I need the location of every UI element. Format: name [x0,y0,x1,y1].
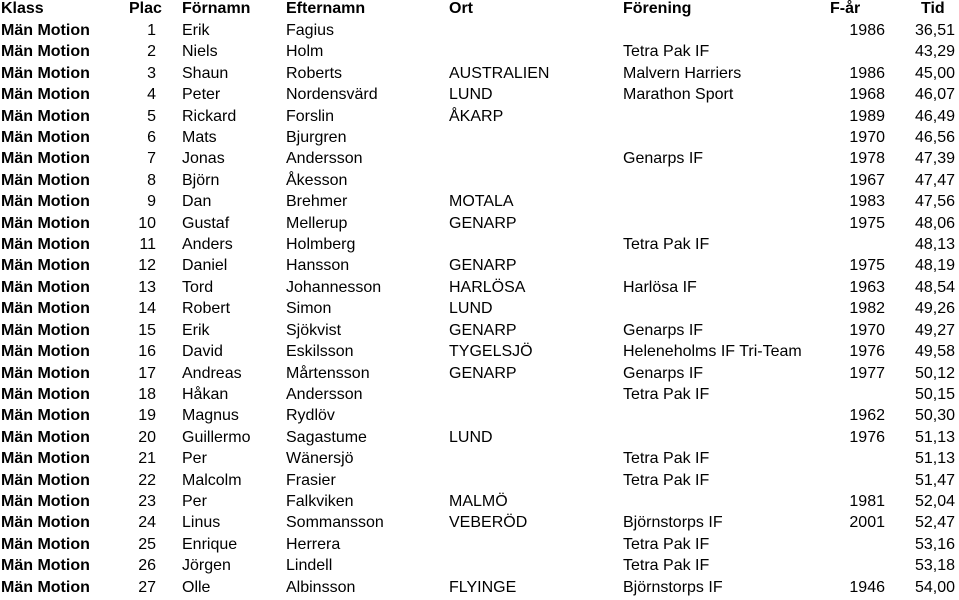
cell-plac: 22 [138,471,156,489]
cell-tid: 36,51 [914,22,955,39]
cell-klass: Män Motion [1,514,90,532]
cell-forening: Harlösa IF [623,278,697,296]
cell-ort [449,555,623,576]
cell-forening [623,491,825,512]
cell-tid: 53,16 [914,535,955,553]
cell-farr [825,234,895,255]
cell-forening [623,405,825,426]
cell-plac: 16 [138,343,156,361]
cell-forening: Björnstorps IF [623,578,723,596]
cell-plac: 12 [138,257,156,275]
cell-plac: 25 [138,535,156,553]
cell-klass: Män Motion [1,385,90,403]
cell-plac: 15 [138,321,156,339]
cell-forening: Björnstorps IF [623,514,723,532]
cell-ort: LUND [449,300,493,318]
header-klass: Klass [1,0,44,17]
cell-tid: 46,07 [914,86,955,104]
header-fornamn: Förnamn [182,0,251,17]
table-row [0,63,959,84]
cell-forening: Genarps IF [623,150,704,168]
cell-klass: Män Motion [1,150,90,168]
cell-ort: HARLÖSA [449,278,526,296]
cell-ort: GENARP [449,321,517,339]
cell-farr: 1983 [849,193,885,211]
cell-farr [825,448,895,469]
table-row [0,106,959,127]
cell-tid: 48,06 [914,214,955,232]
cell-plac: 5 [147,107,156,125]
cell-klass: Män Motion [1,64,90,82]
cell-ort: MOTALA [449,193,514,211]
table-row [0,255,959,276]
cell-fornamn: Per [182,492,207,510]
cell-ort: TYGELSJÖ [449,343,533,361]
table-row [0,448,959,469]
table-row [0,298,959,319]
cell-tid: 49,27 [914,321,955,339]
cell-fornamn: Niels [182,43,218,61]
cell-klass: Män Motion [1,492,90,510]
cell-efternamn: Sagastume [286,428,367,446]
cell-tid: 50,12 [914,364,955,382]
cell-efternamn: Andersson [286,150,363,168]
table-row [0,363,959,384]
cell-fornamn: Peter [182,86,221,104]
cell-tid: 54,00 [914,578,955,596]
cell-forening [623,255,825,276]
cell-klass: Män Motion [1,300,90,318]
header-forening: Förening [623,0,692,17]
cell-farr: 1975 [849,214,885,232]
cell-tid: 45,00 [914,64,955,82]
cell-farr: 1962 [849,407,885,425]
cell-efternamn: Falkviken [286,492,354,510]
cell-farr: 1978 [849,150,885,168]
cell-fornamn: Tord [182,278,214,296]
cell-fornamn: Per [182,450,207,468]
table-row [0,470,959,491]
table-row [0,213,959,234]
cell-plac: 21 [138,450,156,468]
cell-fornamn: Magnus [182,407,239,425]
cell-klass: Män Motion [1,193,90,211]
table-row [0,512,959,533]
cell-plac: 2 [147,43,156,61]
table-row [0,320,959,341]
header-efternamn: Efternamn [286,0,366,17]
cell-ort [449,448,623,469]
cell-forening: Tetra Pak IF [623,535,710,553]
cell-forening [623,298,825,319]
cell-plac: 11 [139,236,156,254]
cell-farr: 1986 [849,64,885,82]
cell-forening [623,127,825,148]
cell-efternamn: Brehmer [286,193,348,211]
cell-fornamn: Robert [182,300,231,318]
cell-klass: Män Motion [1,428,90,446]
cell-tid: 51,13 [914,450,955,468]
cell-fornamn: Mats [182,129,217,147]
cell-fornamn: Björn [182,171,220,189]
cell-ort [449,470,623,491]
cell-fornamn: Andreas [182,364,242,382]
cell-ort: VEBERÖD [449,514,528,532]
cell-forening [623,427,825,448]
cell-plac: 26 [138,557,156,575]
cell-ort [449,148,623,169]
cell-efternamn: Åkesson [286,171,348,189]
table-row [0,127,959,148]
cell-forening [623,213,825,234]
cell-forening: Tetra Pak IF [623,385,710,403]
cell-farr: 2001 [849,514,885,532]
cell-efternamn: Forslin [286,107,335,125]
cell-fornamn: Erik [182,22,210,39]
cell-tid: 52,47 [914,514,955,532]
cell-fornamn: Linus [182,514,221,532]
cell-efternamn: Andersson [286,385,363,403]
cell-farr: 1986 [849,22,885,39]
table-row [0,234,959,255]
cell-tid: 51,13 [914,428,955,446]
table-row [0,148,959,169]
cell-forening [623,106,825,127]
cell-klass: Män Motion [1,22,90,39]
cell-fornamn: Shaun [182,64,229,82]
cell-fornamn: Enrique [182,535,238,553]
cell-ort: MALMÖ [449,492,508,510]
cell-tid: 49,58 [914,343,955,361]
cell-tid: 46,49 [914,107,955,125]
cell-klass: Män Motion [1,257,90,275]
cell-forening: Malvern Harriers [623,64,742,82]
cell-fornamn: Jörgen [182,557,231,575]
cell-fornamn: Dan [182,193,212,211]
cell-efternamn: Hansson [286,257,350,275]
cell-tid: 47,39 [914,150,955,168]
cell-farr: 1970 [849,129,885,147]
cell-farr: 1976 [849,428,885,446]
cell-ort [449,20,623,41]
cell-ort: GENARP [449,257,517,275]
cell-farr [825,384,895,405]
table-row [0,405,959,426]
cell-tid: 51,47 [914,471,955,489]
cell-efternamn: Simon [286,300,332,318]
cell-efternamn: Holmberg [286,236,356,254]
cell-plac: 27 [138,578,156,596]
cell-forening: Tetra Pak IF [623,236,710,254]
cell-tid: 50,30 [914,407,955,425]
cell-tid: 50,15 [914,385,955,403]
cell-efternamn: Herrera [286,535,341,553]
cell-farr: 1982 [849,300,885,318]
cell-plac: 1 [147,22,156,39]
cell-klass: Män Motion [1,129,90,147]
cell-klass: Män Motion [1,278,90,296]
cell-fornamn: Jonas [182,150,225,168]
cell-efternamn: Holm [286,43,324,61]
cell-klass: Män Motion [1,321,90,339]
cell-fornamn: Anders [182,236,233,254]
cell-ort [449,170,623,191]
cell-plac: 18 [138,385,156,403]
header-ort: Ort [449,0,473,17]
cell-ort [449,234,623,255]
cell-ort [449,127,623,148]
header-tid: Tid [921,0,945,17]
cell-farr [825,470,895,491]
cell-klass: Män Motion [1,107,90,125]
cell-farr [825,41,895,62]
cell-fornamn: Gustaf [182,214,230,232]
header-row [0,0,959,20]
cell-farr [825,555,895,576]
cell-forening [623,20,825,41]
cell-forening [623,170,825,191]
cell-farr: 1976 [849,343,885,361]
cell-farr: 1989 [849,107,885,125]
cell-tid: 48,54 [914,278,955,296]
cell-forening: Tetra Pak IF [623,557,710,575]
cell-plac: 10 [138,214,156,232]
cell-klass: Män Motion [1,535,90,553]
cell-farr: 1970 [849,321,885,339]
table-row [0,491,959,512]
cell-ort: FLYINGE [449,578,517,596]
results-body [0,20,959,598]
cell-efternamn: Fagius [286,22,335,39]
cell-tid: 52,04 [914,492,955,510]
table-row [0,427,959,448]
table-row [0,170,959,191]
cell-efternamn: Mellerup [286,214,348,232]
cell-forening: Marathon Sport [623,86,734,104]
cell-farr: 1977 [849,364,885,382]
cell-fornamn: Daniel [182,257,228,275]
cell-ort: GENARP [449,364,517,382]
cell-efternamn: Bjurgren [286,129,347,147]
cell-klass: Män Motion [1,214,90,232]
cell-ort [449,384,623,405]
cell-efternamn: Sommansson [286,514,384,532]
cell-ort: ÅKARP [449,107,504,125]
cell-plac: 7 [147,150,156,168]
cell-plac: 14 [138,300,156,318]
cell-efternamn: Mårtensson [286,364,370,382]
cell-plac: 13 [138,278,156,296]
cell-farr: 1975 [849,257,885,275]
cell-efternamn: Johannesson [286,278,382,296]
cell-farr: 1967 [849,171,885,189]
table-row [0,577,959,598]
cell-tid: 53,18 [914,557,955,575]
cell-plac: 17 [138,364,156,382]
cell-tid: 46,56 [914,129,955,147]
cell-ort: LUND [449,428,493,446]
cell-plac: 24 [138,514,156,532]
cell-tid: 49,26 [914,300,955,318]
cell-farr: 1963 [849,278,885,296]
cell-klass: Män Motion [1,471,90,489]
cell-efternamn: Frasier [286,471,336,489]
cell-ort: AUSTRALIEN [449,64,550,82]
cell-forening: Tetra Pak IF [623,43,710,61]
cell-fornamn: Rickard [182,107,237,125]
cell-klass: Män Motion [1,171,90,189]
cell-ort: GENARP [449,214,517,232]
cell-plac: 19 [138,407,156,425]
cell-klass: Män Motion [1,450,90,468]
cell-forening: Tetra Pak IF [623,450,710,468]
cell-klass: Män Motion [1,407,90,425]
cell-tid: 48,19 [914,257,955,275]
cell-plac: 3 [147,64,156,82]
cell-efternamn: Sjökvist [286,321,342,339]
cell-fornamn: Erik [182,321,210,339]
header-plac: Plac [129,0,162,17]
cell-farr: 1968 [849,86,885,104]
cell-fornamn: Olle [182,578,211,596]
cell-klass: Män Motion [1,364,90,382]
cell-klass: Män Motion [1,43,90,61]
cell-efternamn: Eskilsson [286,343,354,361]
cell-fornamn: David [182,343,223,361]
table-row [0,534,959,555]
cell-efternamn: Wänersjö [286,450,354,468]
cell-plac: 20 [138,428,156,446]
table-row [0,277,959,298]
cell-klass: Män Motion [1,236,90,254]
cell-tid: 47,47 [914,171,955,189]
cell-tid: 48,13 [914,236,955,254]
cell-ort: LUND [449,86,493,104]
cell-klass: Män Motion [1,86,90,104]
cell-plac: 8 [147,171,156,189]
cell-klass: Män Motion [1,557,90,575]
table-row [0,20,959,41]
table-row [0,555,959,576]
table-row [0,384,959,405]
cell-plac: 4 [147,86,156,104]
cell-forening: Genarps IF [623,321,704,339]
cell-tid: 47,56 [914,193,955,211]
cell-forening: Genarps IF [623,364,704,382]
cell-ort [449,405,623,426]
cell-ort [449,534,623,555]
cell-fornamn: Guillermo [182,428,251,446]
cell-forening [623,191,825,212]
cell-efternamn: Albinsson [286,578,356,596]
cell-efternamn: Lindell [286,557,333,575]
cell-efternamn: Roberts [286,64,343,82]
cell-farr: 1946 [849,578,885,596]
cell-forening: Heleneholms IF Tri-Team [623,343,802,361]
cell-klass: Män Motion [1,578,90,596]
cell-forening: Tetra Pak IF [623,471,710,489]
cell-plac: 23 [138,492,156,510]
cell-efternamn: Nordensvärd [286,86,378,104]
cell-fornamn: Håkan [182,385,229,403]
cell-tid: 43,29 [914,43,955,61]
cell-plac: 9 [147,193,156,211]
cell-farr: 1981 [849,492,885,510]
cell-farr [825,534,895,555]
table-row [0,191,959,212]
table-row [0,341,959,362]
cell-plac: 6 [147,129,156,147]
table-row [0,41,959,62]
table-row [0,84,959,105]
cell-klass: Män Motion [1,343,90,361]
cell-ort [449,41,623,62]
header-farr: F-år [830,0,861,17]
cell-fornamn: Malcolm [182,471,242,489]
cell-efternamn: Rydlöv [286,407,335,425]
